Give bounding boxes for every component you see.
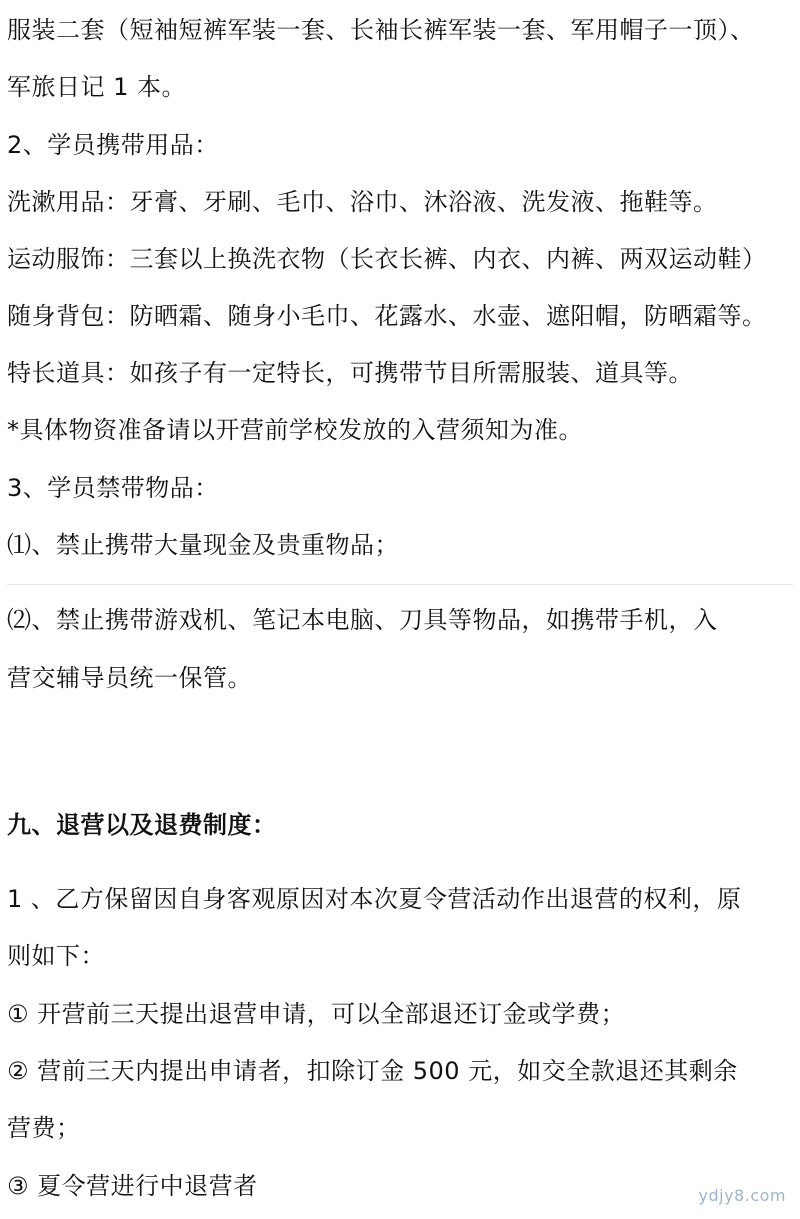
text-line-refund-rights: 1 、乙方保留因自身客观原因对本次夏令营活动作出退营的权利，原 [7,885,742,913]
section-prohibited-items: 3、学员禁带物品： [7,474,219,502]
text-line-prohibit-devices: ⑵、禁止携带游戏机、笔记本电脑、刀具等物品，如携带手机，入 [7,606,718,634]
watermark: ydjy8.com [698,1186,786,1205]
list-item-refund-2: ② 营前三天内提出申请者，扣除订金 500 元，如交全款退还其剩余 [7,1057,738,1085]
text-line-principles: 则如下： [7,942,105,970]
section-heading-refund: 九、退营以及退费制度： [7,811,277,839]
divider [7,584,793,585]
text-line-diary: 军旅日记 1 本。 [7,73,187,101]
text-line-phone-custody: 营交辅导员统一保管。 [7,664,252,692]
text-line-prohibit-cash: ⑴、禁止携带大量现金及贵重物品； [7,531,399,559]
text-line-toiletries: 洗漱用品：牙膏、牙刷、毛巾、浴巾、沐浴液、洗发液、拖鞋等。 [7,188,718,216]
text-line-talent-props: 特长道具：如孩子有一定特长，可携带节目所需服装、道具等。 [7,359,693,387]
list-item-refund-3: ③ 夏令营进行中退营者 [7,1172,258,1200]
text-line-note: *具体物资准备请以开营前学校发放的入营须知为准。 [7,416,583,444]
section-carry-items: 2、学员携带用品： [7,131,219,159]
text-line-backpack: 随身背包：防晒霜、随身小毛巾、花露水、水壶、遮阳帽，防晒霜等。 [7,302,767,330]
list-item-refund-1: ① 开营前三天提出退营申请，可以全部退还订金或学费； [7,1000,626,1028]
text-line-camp-fee: 营费； [7,1114,81,1142]
text-line-uniform: 服装二套（短袖短裤军装一套、长袖长裤军装一套、军用帽子一顶）、 [7,16,755,44]
text-line-sportswear: 运动服饰：三套以上换洗衣物（长衣长裤、内衣、内裤、两双运动鞋） [7,245,767,273]
